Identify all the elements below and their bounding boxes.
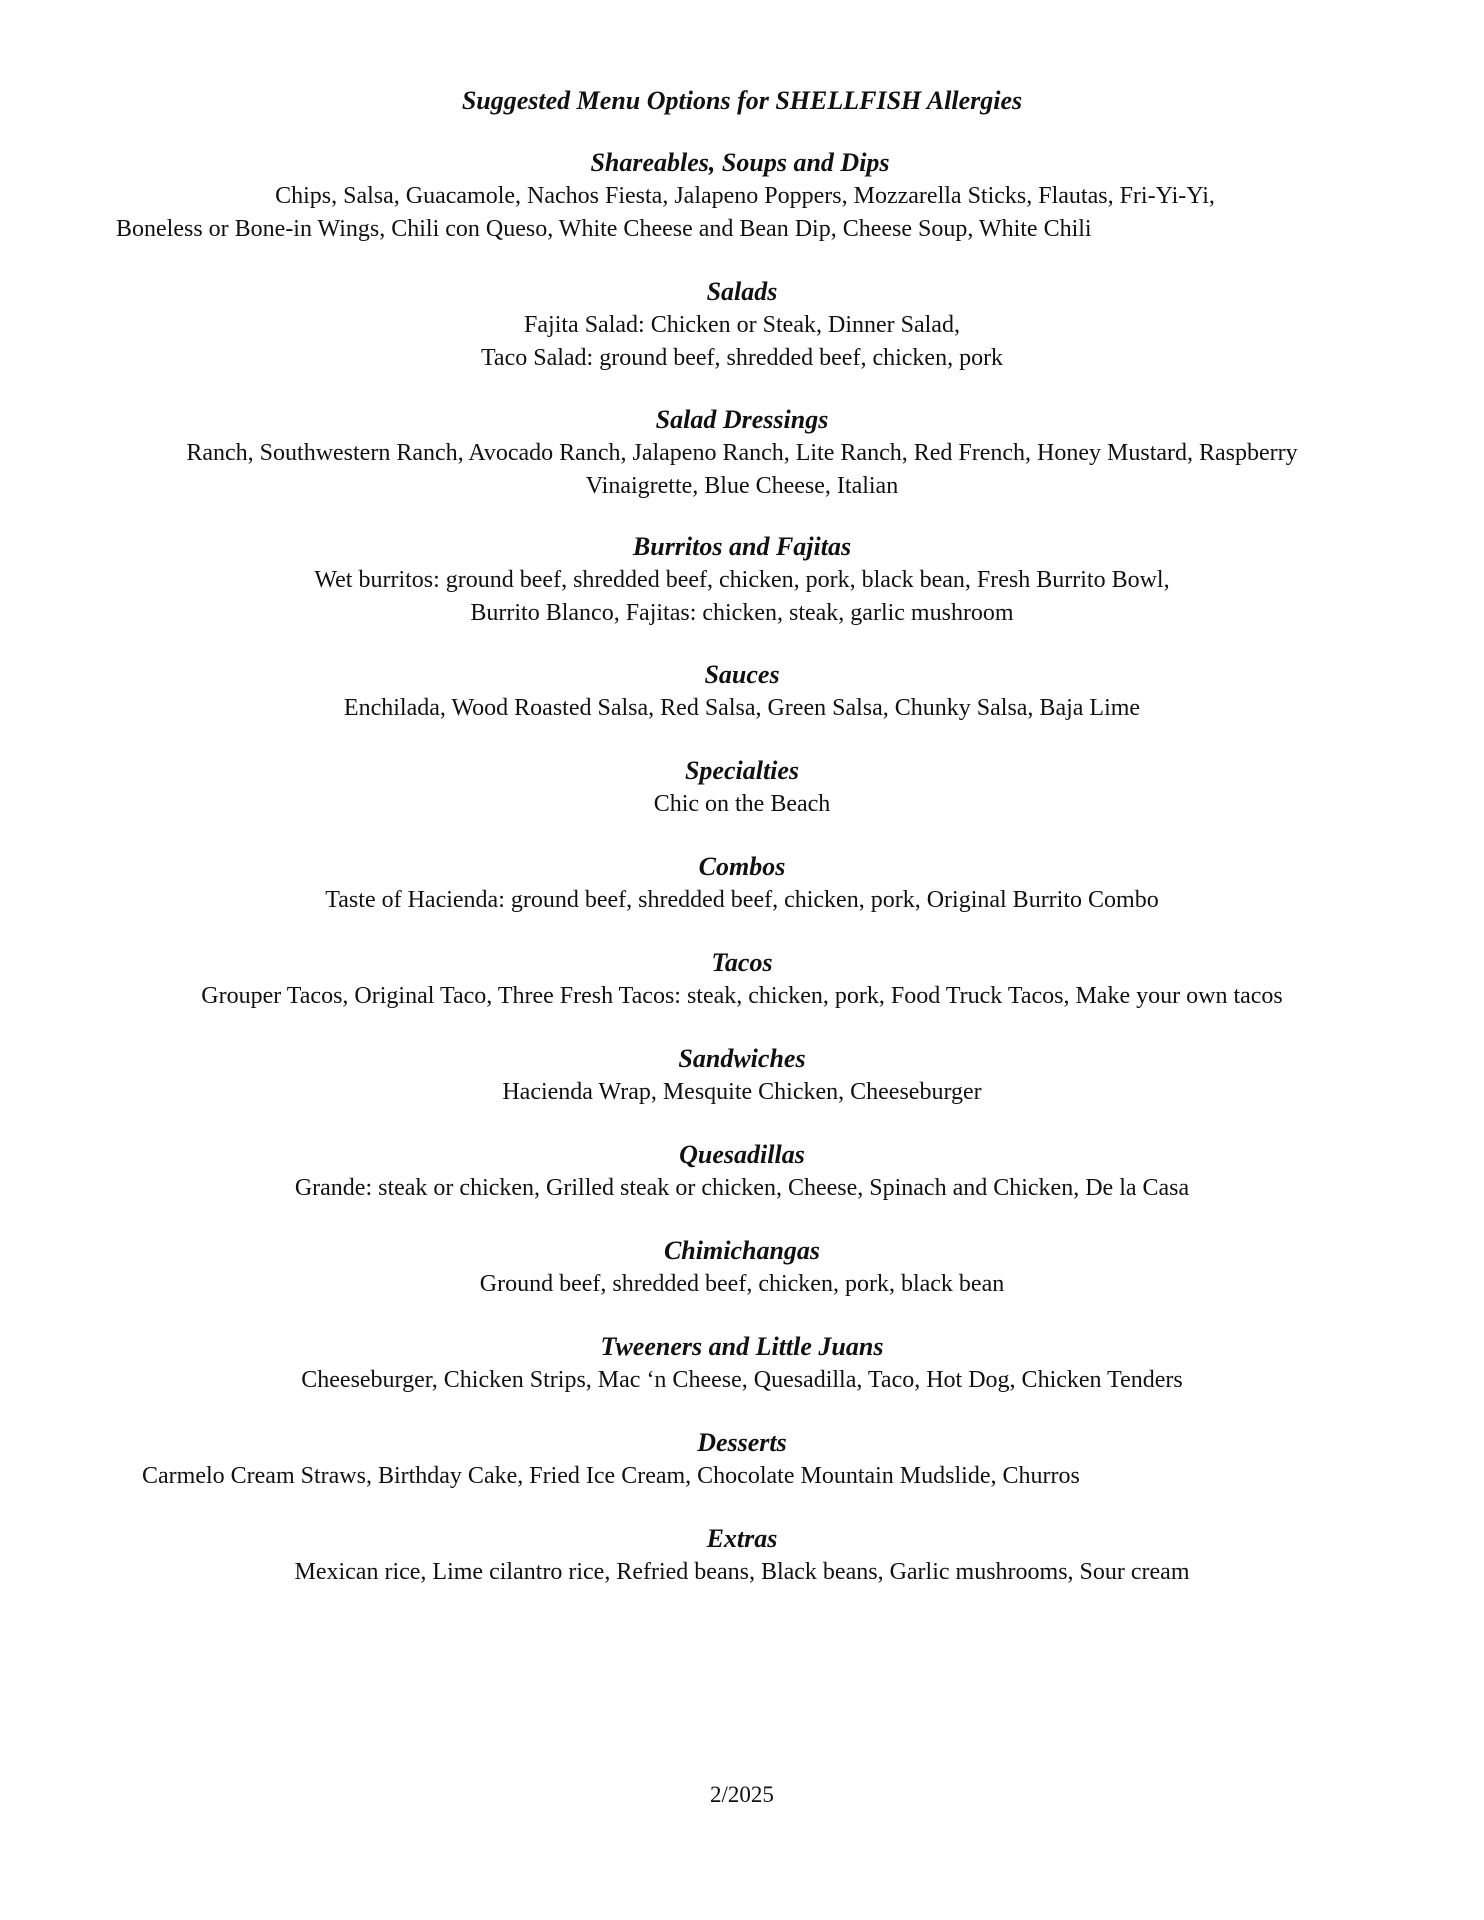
section-heading: Sauces [704, 660, 780, 689]
section-heading: Tweeners and Little Juans [600, 1332, 884, 1361]
section-salad-dressings [110, 403, 1374, 503]
section-combos [110, 850, 1374, 917]
section-line: Boneless or Bone-in Wings, Chili con Queso, White Cheese and Bean Dip, Cheese Soup, White Chili [116, 216, 1092, 242]
section-quesadillas [110, 1138, 1374, 1205]
section-burritos-fajitas [110, 530, 1374, 630]
section-heading: Burritos and Fajitas [632, 532, 852, 561]
section-heading: Tacos [711, 948, 773, 977]
section-line: Vinaigrette, Blue Cheese, Italian [585, 473, 899, 499]
section-heading: Salads [706, 277, 778, 306]
page-title: Suggested Menu Options for SHELLFISH Allergies [461, 86, 1023, 115]
section-desserts [110, 1426, 1374, 1493]
section-heading: Extras [706, 1524, 778, 1553]
section-line: Cheeseburger, Chicken Strips, Mac ‘n Cheese, Quesadilla, Taco, Hot Dog, Chicken Tenders [301, 1367, 1183, 1393]
section-line: Ground beef, shredded beef, chicken, pork, black bean [479, 1271, 1005, 1297]
section-heading: Salad Dressings [655, 405, 829, 434]
section-line: Chips, Salsa, Guacamole, Nachos Fiesta, Jalapeno Poppers, Mozzarella Sticks, Flautas, Fri-Yi-Yi, [275, 183, 1215, 209]
section-line: Hacienda Wrap, Mesquite Chicken, Cheeseburger [502, 1079, 982, 1105]
section-sauces [110, 658, 1374, 725]
section-line: Chic on the Beach [653, 791, 831, 817]
section-line: Ranch, Southwestern Ranch, Avocado Ranch, Jalapeno Ranch, Lite Ranch, Red French, Honey Mustard, Raspberry [186, 440, 1298, 466]
section-shareables [100, 146, 1380, 246]
section-line: Mexican rice, Lime cilantro rice, Refried beans, Black beans, Garlic mushrooms, Sour cream [294, 1559, 1190, 1585]
section-sandwiches [110, 1042, 1374, 1109]
section-heading: Shareables, Soups and Dips [590, 148, 890, 177]
section-line: Taste of Hacienda: ground beef, shredded beef, chicken, pork, Original Burrito Combo [325, 887, 1159, 913]
section-heading: Sandwiches [678, 1044, 806, 1073]
section-heading: Desserts [697, 1428, 787, 1457]
section-line: Fajita Salad: Chicken or Steak, Dinner Salad, [524, 312, 960, 338]
section-line: Wet burritos: ground beef, shredded beef, chicken, pork, black bean, Fresh Burrito Bowl, [314, 567, 1170, 593]
section-line: Carmelo Cream Straws, Birthday Cake, Fried Ice Cream, Chocolate Mountain Mudslide, Churros [142, 1463, 1080, 1489]
section-line: Grande: steak or chicken, Grilled steak or chicken, Cheese, Spinach and Chicken, De la Casa [294, 1175, 1190, 1201]
section-specialties [110, 754, 1374, 821]
section-line: Grouper Tacos, Original Taco, Three Fresh Tacos: steak, chicken, pork, Food Truck Tacos, Make your own tacos [201, 983, 1283, 1009]
section-extras [110, 1522, 1374, 1589]
section-chimichangas [110, 1234, 1374, 1301]
section-line: Enchilada, Wood Roasted Salsa, Red Salsa, Green Salsa, Chunky Salsa, Baja Lime [343, 695, 1141, 721]
section-tweeners [110, 1330, 1374, 1397]
section-heading: Chimichangas [663, 1236, 821, 1265]
section-heading: Quesadillas [679, 1140, 805, 1169]
section-tacos [110, 946, 1374, 1013]
section-salads [110, 275, 1374, 375]
section-line: Taco Salad: ground beef, shredded beef, chicken, pork [480, 345, 1004, 371]
section-line: Burrito Blanco, Fajitas: chicken, steak, garlic mushroom [470, 600, 1014, 626]
page-date-footer: 2/2025 [710, 1782, 774, 1807]
section-heading: Specialties [684, 756, 800, 785]
section-heading: Combos [698, 852, 786, 881]
